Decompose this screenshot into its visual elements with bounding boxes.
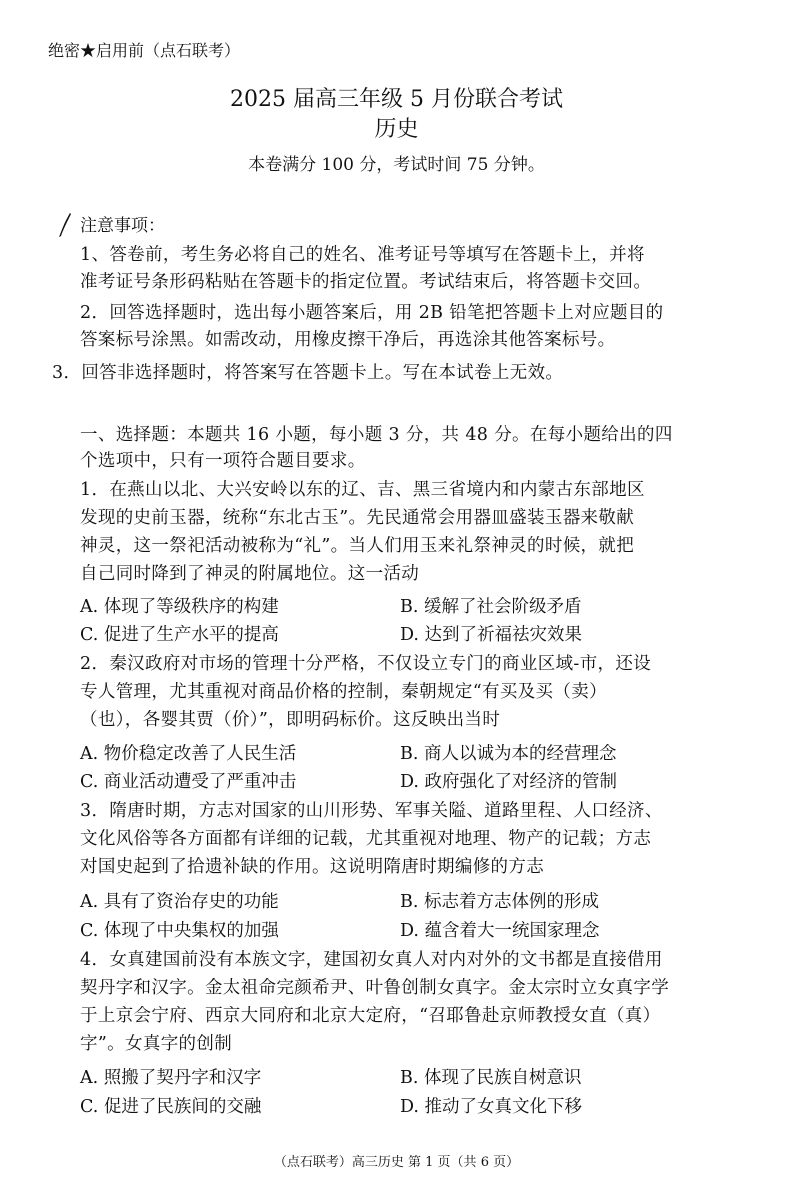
question-stem: 于上京会宁府、西京大同府和北京大定府，“召耶鲁赴京师教授女直（真）	[80, 1006, 661, 1026]
question-stem: 4．女真建国前没有本族文字，建国初女真人对内对外的文书都是直接借用	[80, 950, 663, 970]
option-a: A. 物价稳定改善了人民生活	[80, 744, 297, 764]
option-d: D. 蕴含着大一统国家理念	[400, 921, 600, 941]
question-stem: 字”。女真字的创制	[80, 1034, 233, 1054]
question-stem: 对国史起到了拾遗补缺的作用。这说明隋唐时期编修的方志	[80, 857, 545, 877]
option-c: C. 促进了生产水平的提高	[80, 625, 279, 645]
question-stem: 3．隋唐时期，方志对国家的山川形势、军事关隘、道路里程、人口经济、	[80, 801, 663, 821]
option-d: D. 达到了祈福祛灾效果	[400, 625, 583, 645]
section-intro: 一、选择题：本题共 16 小题，每小题 3 分，共 48 分。在每小题给出的四	[80, 425, 673, 445]
notice-line: 1、答卷前，考生务必将自己的姓名、准考证号等填写在答题卡上，并将	[80, 245, 645, 265]
notice-line: 2．回答选择题时，选出每小题答案后，用 2B 铅笔把答题卡上对应题目的	[80, 303, 664, 323]
exam-info: 本卷满分 100 分，考试时间 75 分钟。	[248, 155, 545, 175]
option-b: B. 体现了民族自树意识	[400, 1068, 582, 1088]
option-d: D. 推动了女真文化下移	[400, 1097, 583, 1117]
option-c: C. 商业活动遭受了严重冲击	[80, 772, 297, 792]
notice-line: 答案标号涂黑。如需改动，用橡皮擦干净后，再选涂其他答案标号。	[80, 330, 616, 350]
option-b: B. 商人以诚为本的经营理念	[400, 744, 617, 764]
question-stem: 发现的史前玉器，统称“东北古玉”。先民通常会用器皿盛装玉器来敬献	[80, 508, 635, 528]
question-stem: 神灵，这一祭祀活动被称为“礼”。当人们用玉来礼祭神灵的时候，就把	[80, 536, 635, 556]
question-stem: 契丹字和汉字。金太祖命完颜希尹、叶鲁创制女真字。金太宗时立女真字学	[80, 978, 670, 998]
question-stem: 文化风俗等各方面都有详细的记载，尤其重视对地理、物产的记载；方志	[80, 829, 652, 849]
secret-mark: 绝密★启用前（点石联考）	[48, 41, 241, 60]
notice-title: 注意事项：	[80, 216, 165, 236]
exam-title: 2025 届高三年级 5 月份联合考试	[230, 87, 563, 112]
option-b: B. 缓解了社会阶级矛盾	[400, 597, 582, 617]
option-c: C. 体现了中央集权的加强	[80, 921, 279, 941]
subject-title: 历史	[374, 117, 419, 142]
question-stem: 专人管理，尤其重视对商品价格的控制，秦朝规定“有买及买（卖）	[80, 682, 607, 702]
option-c: C. 促进了民族间的交融	[80, 1097, 262, 1117]
question-stem: 1．在燕山以北、大兴安岭以东的辽、吉、黑三省境内和内蒙古东部地区	[80, 480, 645, 500]
notice-line: 准考证号条形码粘贴在答题卡的指定位置。考试结束后，将答题卡交回。	[80, 272, 652, 292]
option-b: B. 标志着方志体例的形成	[400, 892, 599, 912]
pen-icon	[58, 212, 72, 238]
notice-line: 3．回答非选择题时，将答案写在答题卡上。写在本试卷上无效。	[52, 363, 564, 383]
page-footer: （点石联考）高三历史 第 1 页（共 6 页）	[273, 1155, 520, 1170]
option-a: A. 具有了资治存史的功能	[80, 892, 279, 912]
option-a: A. 体现了等级秩序的构建	[80, 597, 279, 617]
section-intro: 个选项中，只有一项符合题目要求。	[80, 451, 366, 471]
question-stem: 自己同时降到了神灵的附属地位。这一活动	[80, 564, 420, 584]
question-stem: 2．秦汉政府对市场的管理十分严格，不仅设立专门的商业区域-市，还设	[80, 654, 652, 674]
option-a: A. 照搬了契丹字和汉字	[80, 1068, 262, 1088]
option-d: D. 政府强化了对经济的管制	[400, 772, 618, 792]
question-stem: （也），各婴其贾（价）”，即明码标价。这反映出当时	[80, 710, 501, 730]
